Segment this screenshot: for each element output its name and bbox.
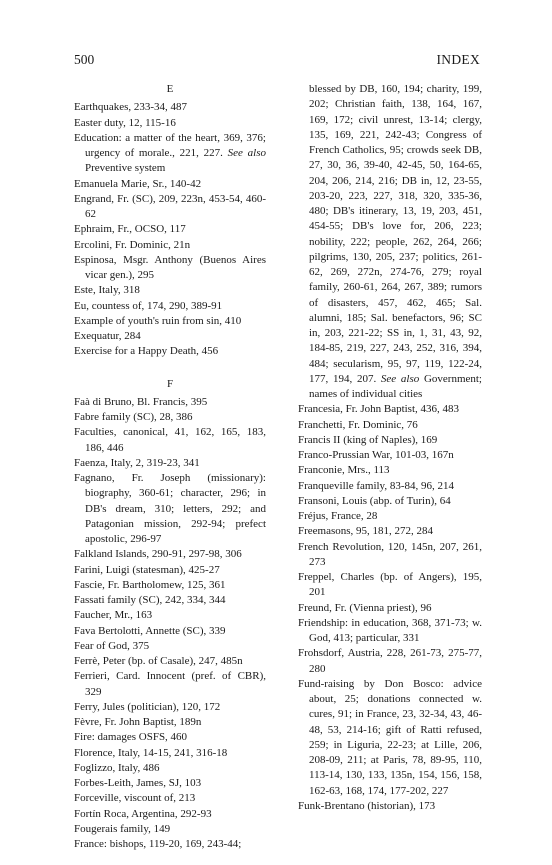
entry-text: Fréjus, France, 28: [298, 510, 378, 522]
index-entry: [298, 616, 482, 647]
entry-text: Ferrieri, Card. Innocent (pref. of CBR), 329: [74, 670, 266, 698]
index-entry: [74, 639, 266, 654]
entry-text: Ercolini, Fr. Dominic, 21n: [74, 238, 191, 251]
index-entry: [74, 253, 266, 284]
index-entry: [74, 329, 266, 344]
entry-text: Falkland Islands, 290-91, 297-98, 306: [74, 548, 242, 561]
index-entry: [74, 314, 266, 329]
index-entry: [74, 410, 266, 425]
see-also-label: See also: [227, 147, 266, 159]
entry-text: Exercise for a Happy Death, 456: [74, 345, 219, 358]
entry-text: Farini, Luigi (statesman), 425-27: [74, 563, 220, 576]
entry-text: Forceville, viscount of, 213: [74, 792, 196, 805]
section-letter: F: [166, 377, 174, 390]
index-entry: [74, 730, 266, 745]
entry-text: Fabre family (SC), 28, 386: [74, 411, 193, 423]
section-gap: [74, 360, 266, 371]
entry-text: Franco-Prussian War, 101-03, 167n: [298, 449, 454, 461]
index-entry: [74, 563, 266, 578]
entry-text: Frohsdorf, Austria, 228, 261-73, 275-77, 280: [298, 647, 482, 675]
index-entry: [298, 677, 482, 799]
index-entry: [74, 746, 266, 761]
index-entry: [74, 116, 266, 131]
entry-text: Franchetti, Fr. Dominic, 76: [298, 418, 418, 431]
index-entry: [74, 776, 266, 791]
index-entry: [298, 524, 482, 539]
entry-text: Fassati family (SC), 242, 334, 344: [74, 594, 226, 606]
entry-text: Espinosa, Msgr. Anthony (Buenos Aires vicar gen.), 295: [74, 253, 266, 281]
entry-text: Faculties, canonical, 41, 162, 165, 183, 186, 446: [74, 426, 266, 454]
running-head: INDEX: [436, 52, 480, 67]
entry-text: Ferrè, Peter (bp. of Casale), 247, 485n: [74, 655, 243, 667]
entry-text: Ferry, Jules (politician), 120, 172: [74, 700, 221, 713]
entry-text: Freund, Fr. (Vienna priest), 96: [298, 601, 432, 614]
index-entry: [74, 822, 266, 837]
index-entry: [298, 570, 482, 601]
index-entry: [74, 222, 266, 237]
entry-text: Franconie, Mrs., 113: [298, 464, 390, 477]
index-entry: [74, 837, 266, 852]
entry-text: French Revolution, 120, 145n, 207, 261, 273: [298, 540, 482, 568]
index-entry: [74, 471, 266, 547]
entry-text: Funk-Brentano (historian), 173: [298, 799, 436, 812]
index-entry: [74, 395, 266, 410]
index-entry: [74, 238, 266, 253]
index-entry: [298, 433, 482, 448]
entry-text: Fire: damages OSFS, 460: [74, 731, 188, 744]
index-entry: [74, 344, 266, 359]
see-also-target: Government; names of individual cities: [309, 372, 482, 400]
entry-text: Fava Bertolotti, Annette (SC), 339: [74, 624, 226, 637]
entry-text: Foglizzo, Italy, 486: [74, 761, 160, 774]
entry-text: Francesia, Fr. John Baptist, 436, 483: [298, 403, 460, 416]
index-entry: [298, 479, 482, 494]
entry-text: Faucher, Mr., 163: [74, 609, 153, 622]
index-entry: [74, 299, 266, 314]
index-entry: [298, 463, 482, 478]
index-entry: [298, 646, 482, 677]
index-entry: [298, 540, 482, 571]
index-entry: [74, 100, 266, 115]
page-number: 500: [74, 52, 95, 67]
index-entry: [74, 791, 266, 806]
index-entry: [74, 547, 266, 562]
entry-text: Franqueville family, 83-84, 96, 214: [298, 479, 455, 492]
index-entry: [298, 601, 482, 616]
index-entry: [74, 177, 266, 192]
entry-text: Freemasons, 95, 181, 272, 284: [298, 525, 434, 538]
entry-text: Earthquakes, 233-34, 487: [74, 101, 188, 114]
index-entry: [74, 425, 266, 456]
index-entry: [74, 700, 266, 715]
entry-text: Fortín Roca, Argentina, 292-93: [74, 807, 212, 820]
entry-text: blessed by DB, 160, 194; charity, 199, 202; Christian faith, 138, 164, 167, 169, 172; civil unrest, 13-14; clergy, 135, 169, 221, 242-43; Congress of French Catholics, 95; crowds seek DB, 27, 30, 36, 39-40, 42-45, 50, 164-65, 204, 206, 214, 216; DB in, 12, 23-55, 203-20, 223, 227, 318, 320, 335-36, 480; DB's itinerary, 13, 19, 203, 451, 454-55; DB's love for, 206, 223; nobility, 222; people, 262, 264, 266; pilgrims, 130, 205, 237; politics, 261-62, 269, 272n, 274-76, 279; royal family, 260-61, 264, 267, 389; rumors of disasters, 457, 462, 465; Sal. alumni, 185; Sal. benefactors, 96; SC in, 203, 221-22; SS in, 1, 31, 43, 92, 184-85, 219, 227, 243, 252, 316, 394, 484; secularism, 95, 97, 119, 122-24, 177, 194, 207.: [309, 83, 482, 385]
entry-text: Forbes-Leith, James, SJ, 103: [74, 777, 202, 789]
index-entry: [74, 807, 266, 822]
entry-text: Faenza, Italy, 2, 319-23, 341: [74, 456, 200, 469]
index-entry: [298, 402, 482, 417]
entry-text: Ephraim, Fr., OCSO, 117: [74, 223, 186, 236]
index-entry: [74, 456, 266, 471]
index-entry: [298, 448, 482, 463]
index-entry: [298, 418, 482, 433]
index-entry: [74, 283, 266, 298]
index-entry: [298, 509, 482, 524]
entry-text: Exequatur, 284: [74, 330, 141, 342]
entry-text: Faà di Bruno, Bl. Francis, 395: [74, 395, 208, 408]
index-entry: [74, 654, 266, 669]
index-entry: [74, 131, 266, 177]
index-entry: [74, 578, 266, 593]
entry-text: Eu, countess of, 174, 290, 389-91: [74, 299, 223, 312]
index-column-right: [298, 82, 482, 814]
entry-text: Friendship: in education, 368, 371-73; w. God, 413; particular, 331: [298, 616, 482, 644]
entry-text: Fransoni, Louis (abp. of Turin), 64: [298, 494, 451, 507]
entry-text: Engrand, Fr. (SC), 209, 223n, 453-54, 460-62: [74, 192, 266, 220]
page-header: [74, 52, 480, 72]
index-entry: [298, 494, 482, 509]
entry-text: Fougerais family, 149: [74, 822, 171, 835]
section-letter: E: [166, 83, 174, 95]
see-also-target: Preventive system: [85, 162, 166, 175]
entry-text: Easter duty, 12, 115-16: [74, 116, 176, 129]
entry-text: France: bishops, 119-20, 169, 243-44;: [74, 838, 242, 850]
index-entry: [74, 669, 266, 700]
entry-text: Este, Italy, 318: [74, 284, 140, 297]
index-entry: [298, 799, 482, 814]
index-entry: [74, 624, 266, 639]
see-also-label: See also: [380, 372, 420, 385]
entry-text: Florence, Italy, 14-15, 241, 316-18: [74, 746, 228, 759]
index-entry: [74, 593, 266, 608]
index-entry: [74, 715, 266, 730]
entry-text: Fagnano, Fr. Joseph (missionary): biography, 360-61; character, 296; in DB's dream, 310; letters, 292; and Patagonian mission, 292-94; prefect apostolic, 296-97: [74, 472, 266, 545]
entry-text: Fund-raising by Don Bosco: advice about, 25; donations connected w. cures, 91; in France, 23, 32-34, 43, 46-48, 53, 214-16; gift of Ratti refused, 259; in Liguria, 22-23; at Lille, 206, 208-09, 211; at Paris, 78, 89-95, 110, 113-14, 130, 133, 135n, 154, 156, 158, 162-63, 168, 174, 177-202, 227: [298, 677, 482, 797]
entry-text: Education: a matter of the heart, 369, 376; urgency of morale., 221, 227.: [74, 131, 266, 159]
entry-text: Freppel, Charles (bp. of Angers), 195, 201: [298, 571, 482, 599]
entry-text: Example of youth's ruin from sin, 410: [74, 314, 242, 327]
entry-text: Fear of God, 375: [74, 639, 150, 652]
index-entry-continued: [298, 82, 482, 402]
index-column-left: [74, 82, 266, 852]
index-entry: [74, 192, 266, 223]
entry-text: Francis II (king of Naples), 169: [298, 433, 438, 446]
entry-text: Fèvre, Fr. John Baptist, 189n: [74, 716, 202, 728]
index-entry: [74, 761, 266, 776]
entry-text: Emanuela Marie, Sr., 140-42: [74, 177, 202, 190]
index-entry: [74, 608, 266, 623]
entry-text: Fascie, Fr. Bartholomew, 125, 361: [74, 578, 226, 591]
